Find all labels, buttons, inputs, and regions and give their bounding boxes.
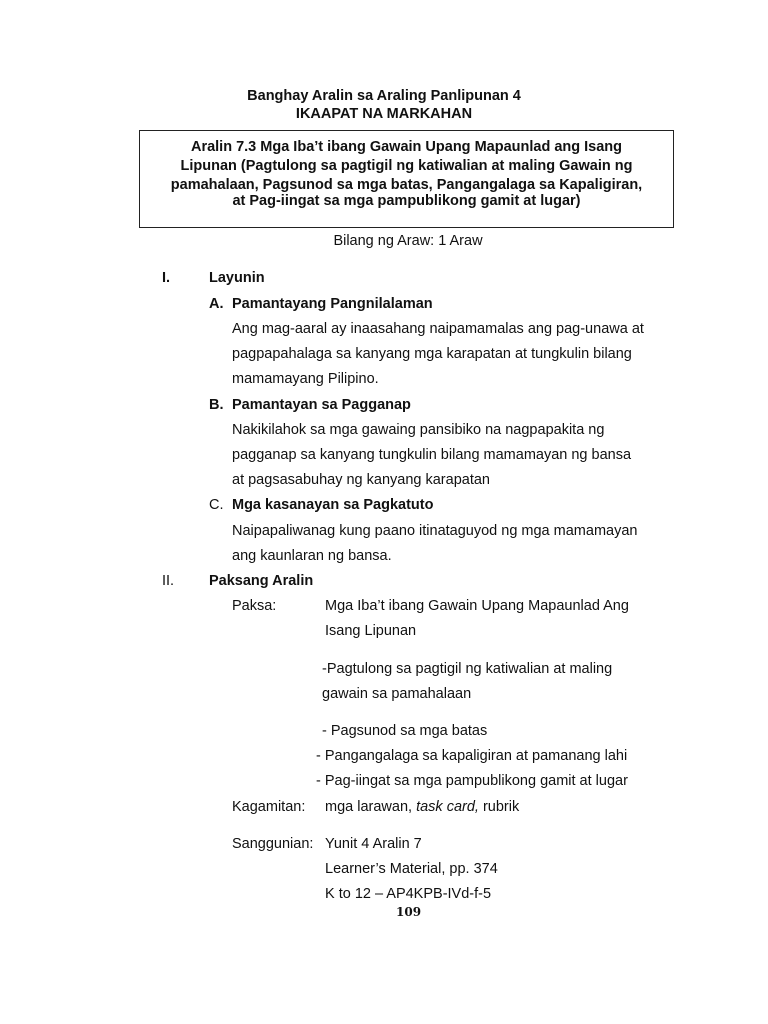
lesson-title-line-3: pamahalaan, Pagsunod sa mga batas, Pangangalaga sa Kapaligiran,	[170, 177, 643, 193]
lesson-title-line-1: Aralin 7.3 Mga Iba’t ibang Gawain Upang Mapaunlad ang Isang	[190, 139, 623, 155]
paksa-line-2: Isang Lipunan	[325, 623, 417, 639]
duration-line: Bilang ng Araw: 1 Araw	[333, 233, 483, 249]
subsection-c-line-2: ang kaunlaran ng bansa.	[232, 548, 392, 564]
section-2-numeral: II.	[162, 573, 175, 589]
topic-sub-line-4: - Pangangalaga sa kapaligiran at pamanang lahi	[316, 748, 628, 764]
section-1-title: Layunin	[209, 270, 265, 286]
quarter-heading: IKAAPAT NA MARKAHAN	[295, 106, 473, 122]
topic-sub-line-3: - Pagsunod sa mga batas	[322, 723, 488, 739]
kagamitan-italic: task card,	[416, 799, 479, 815]
kagamitan-prefix: mga larawan,	[325, 799, 417, 815]
kagamitan-label: Kagamitan:	[232, 799, 306, 815]
sanggunian-line-1: Yunit 4 Aralin 7	[325, 836, 422, 852]
subsection-a-line-3: mamamayang Pilipino.	[232, 371, 379, 387]
kagamitan-suffix: rubrik	[478, 799, 520, 815]
subsection-c-line-1: Naipapaliwanag kung paano itinataguyod ng mga mamamayan	[232, 523, 638, 539]
subsection-c-title: Mga kasanayan sa Pagkatuto	[232, 497, 434, 513]
lesson-title-line-2: Lipunan (Pagtulong sa pagtigil ng katiwalian at maling Gawain ng	[180, 158, 633, 174]
subsection-c-letter: C.	[209, 497, 224, 513]
lesson-title-box	[139, 130, 674, 228]
subsection-a-line-2: pagpapahalaga sa kanyang mga karapatan at tungkulin bilang	[232, 346, 632, 362]
subsection-b-title: Pamantayan sa Pagganap	[232, 397, 411, 413]
subsection-b-letter: B.	[209, 397, 224, 413]
sanggunian-line-2: Learner’s Material, pp. 374	[325, 861, 498, 877]
subsection-b-line-1: Nakikilahok sa mga gawaing pansibiko na nagpapakita ng	[232, 422, 605, 438]
subsection-b-line-2: pagganap sa kanyang tungkulin bilang mamamayan ng bansa	[232, 447, 632, 463]
paksa-label: Paksa:	[232, 598, 277, 614]
paksa-line-1: Mga Iba’t ibang Gawain Upang Mapaunlad Ang	[325, 598, 629, 614]
section-2-title: Paksang Aralin	[209, 573, 314, 589]
page-number: 109	[396, 905, 422, 919]
subsection-a-line-1: Ang mag-aaral ay inaasahang naipamamalas ang pag-unawa at	[232, 321, 644, 337]
subsection-a-title: Pamantayang Pangnilalaman	[232, 296, 433, 312]
document-title: Banghay Aralin sa Araling Panlipunan 4	[247, 88, 521, 104]
lesson-title-line-4: at Pag-iingat sa mga pampublikong gamit at lugar)	[232, 193, 581, 209]
topic-sub-line-2: gawain sa pamahalaan	[322, 686, 472, 702]
kagamitan-value	[325, 799, 519, 815]
topic-sub-line-1: -Pagtulong sa pagtigil ng katiwalian at maling	[322, 661, 613, 677]
sanggunian-line-3: K to 12 – AP4KPB-IVd-f-5	[325, 886, 492, 902]
sanggunian-label: Sanggunian:	[232, 836, 314, 852]
section-1-numeral: I.	[162, 270, 171, 286]
subsection-a-letter: A.	[209, 296, 224, 312]
subsection-b-line-3: at pagsasabuhay ng kanyang karapatan	[232, 472, 490, 488]
topic-sub-line-5: - Pag-iingat sa mga pampublikong gamit at lugar	[316, 773, 628, 789]
